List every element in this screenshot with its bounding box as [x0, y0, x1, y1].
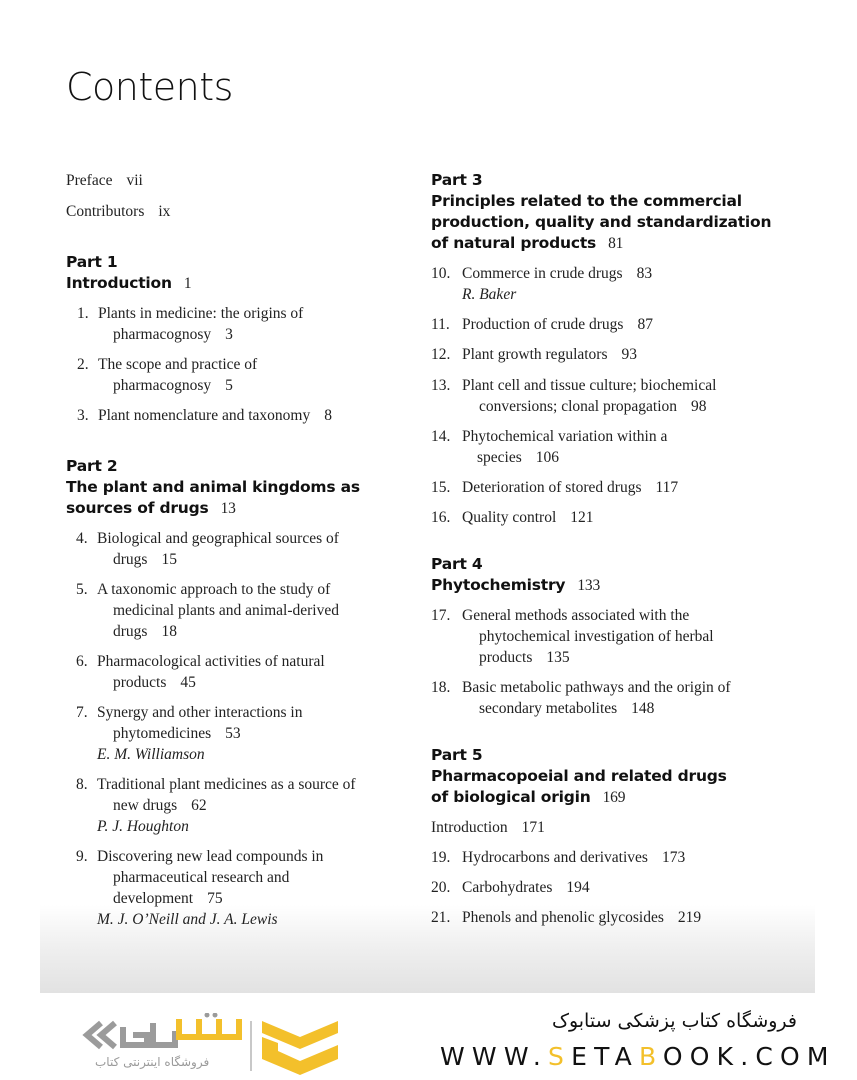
toc-chapter-19[interactable]: 19. Hydrocarbons and derivatives 173	[431, 849, 686, 866]
toc-entry-part-5-introduction[interactable]: Introduction 171	[431, 819, 545, 836]
part-1-title[interactable]: Introduction 1	[66, 274, 192, 292]
toc-chapter-2[interactable]: 2. The scope and practice of	[77, 356, 258, 373]
toc-chapter-17-cont-2[interactable]: products 135	[479, 649, 570, 666]
shop-name-persian: فروشگاه کتاب پزشکی ستابوک	[551, 1010, 797, 1032]
toc-entry-contributors[interactable]: Contributors ix	[66, 203, 171, 220]
toc-chapter-14[interactable]: 14. Phytochemical variation within a	[431, 428, 668, 445]
toc-chapter-8-author: P. J. Houghton	[97, 818, 189, 835]
setabook-chevron-emblem-icon	[262, 1015, 338, 1077]
toc-chapter-9-cont-1[interactable]: pharmaceutical research and	[113, 869, 290, 886]
part-3-title-line-3[interactable]: of natural products 81	[431, 234, 624, 252]
toc-chapter-6[interactable]: 6. Pharmacological activities of natural	[76, 653, 325, 670]
toc-chapter-15[interactable]: 15. Deterioration of stored drugs 117	[431, 479, 679, 496]
toc-chapter-13-cont[interactable]: conversions; clonal propagation 98	[479, 398, 707, 415]
toc-chapter-5-cont-1[interactable]: medicinal plants and animal-derived	[113, 602, 339, 619]
toc-chapter-20[interactable]: 20. Carbohydrates 194	[431, 879, 590, 896]
setabook-wordmark-icon	[75, 1013, 245, 1055]
toc-chapter-9[interactable]: 9. Discovering new lead compounds in	[76, 848, 324, 865]
shop-url-link[interactable]: WWW.SETABOOK.COM	[440, 1042, 836, 1071]
toc-chapter-21[interactable]: 21. Phenols and phenolic glycosides 219	[431, 909, 702, 926]
toc-entry-preface[interactable]: Preface vii	[66, 172, 143, 189]
toc-chapter-4[interactable]: 4. Biological and geographical sources of	[76, 530, 339, 547]
logo-subtitle: فروشگاه اینترنتی کتاب	[95, 1055, 210, 1069]
toc-chapter-8[interactable]: 8. Traditional plant medicines as a source of	[76, 776, 356, 793]
toc-chapter-13[interactable]: 13. Plant cell and tissue culture; biochemical	[431, 377, 717, 394]
toc-chapter-17-cont-1[interactable]: phytochemical investigation of herbal	[479, 628, 714, 645]
part-2-label: Part 2	[66, 457, 118, 475]
part-5-title-line-1[interactable]: Pharmacopoeial and related drugs	[431, 767, 727, 785]
toc-chapter-9-cont-2[interactable]: development 75	[113, 890, 223, 907]
toc-chapter-5[interactable]: 5. A taxonomic approach to the study of	[76, 581, 331, 598]
toc-chapter-16[interactable]: 16. Quality control 121	[431, 509, 594, 526]
setabook-logo[interactable]	[75, 1013, 340, 1075]
toc-chapter-5-cont-2[interactable]: drugs 18	[113, 623, 177, 640]
toc-chapter-3[interactable]: 3. Plant nomenclature and taxonomy 8	[77, 407, 332, 424]
toc-chapter-18[interactable]: 18. Basic metabolic pathways and the origin of	[431, 679, 731, 696]
part-3-label: Part 3	[431, 171, 483, 189]
toc-chapter-1-cont[interactable]: pharmacognosy 3	[113, 326, 233, 343]
part-2-title-line-1[interactable]: The plant and animal kingdoms as	[66, 478, 360, 496]
toc-chapter-12[interactable]: 12. Plant growth regulators 93	[431, 346, 638, 363]
toc-chapter-7[interactable]: 7. Synergy and other interactions in	[76, 704, 303, 721]
toc-chapter-10[interactable]: 10. Commerce in crude drugs 83	[431, 265, 653, 282]
part-4-title[interactable]: Phytochemistry 133	[431, 576, 600, 594]
part-4-label: Part 4	[431, 555, 483, 573]
toc-chapter-2-cont[interactable]: pharmacognosy 5	[113, 377, 233, 394]
page-title: Contents	[66, 65, 233, 109]
logo-divider	[250, 1021, 252, 1071]
toc-chapter-18-cont[interactable]: secondary metabolites 148	[479, 700, 655, 717]
toc-chapter-10-author: R. Baker	[462, 286, 517, 303]
toc-chapter-7-author: E. M. Williamson	[97, 746, 205, 763]
toc-chapter-7-cont[interactable]: phytomedicines 53	[113, 725, 241, 742]
toc-chapter-17[interactable]: 17. General methods associated with the	[431, 607, 690, 624]
part-1-label: Part 1	[66, 253, 118, 271]
toc-chapter-9-author: M. J. O’Neill and J. A. Lewis	[97, 911, 278, 928]
part-5-label: Part 5	[431, 746, 483, 764]
part-2-title-line-2[interactable]: sources of drugs 13	[66, 499, 236, 517]
part-5-title-line-2[interactable]: of biological origin 169	[431, 788, 626, 806]
toc-chapter-6-cont[interactable]: products 45	[113, 674, 196, 691]
toc-chapter-11[interactable]: 11. Production of crude drugs 87	[431, 316, 653, 333]
toc-chapter-14-cont[interactable]: species 106	[477, 449, 560, 466]
toc-chapter-1[interactable]: 1. Plants in medicine: the origins of	[77, 305, 304, 322]
part-3-title-line-1[interactable]: Principles related to the commercial	[431, 192, 742, 210]
toc-chapter-4-cont[interactable]: drugs 15	[113, 551, 177, 568]
part-3-title-line-2[interactable]: production, quality and standardization	[431, 213, 772, 231]
toc-chapter-8-cont[interactable]: new drugs 62	[113, 797, 207, 814]
